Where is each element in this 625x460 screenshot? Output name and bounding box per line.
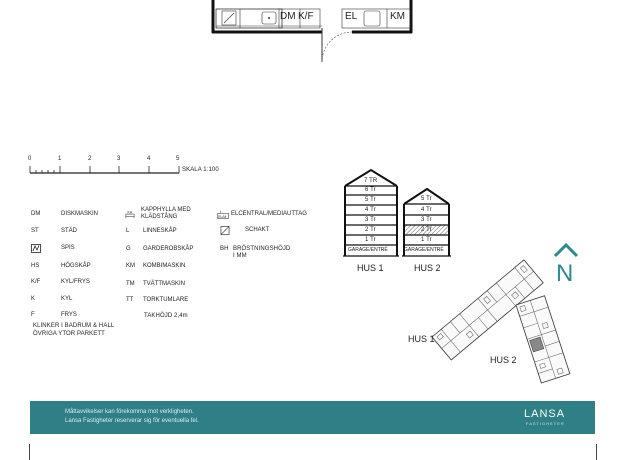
legend-text: HÖGSKÅP <box>61 263 91 269</box>
plan-label-km: KM <box>390 11 405 22</box>
site-hus2-label: HUS 2 <box>490 355 517 365</box>
hus2-floor: 4 Tr <box>421 207 432 213</box>
scale-label: SKALA 1:100 <box>182 167 219 173</box>
legend-row-f <box>31 310 77 320</box>
legend-abbr: TM <box>126 281 135 287</box>
plan-label-kf: K/F <box>298 11 314 22</box>
hus2-floor: 5 Tr <box>421 196 432 202</box>
hus1-floor: 3 Tr <box>365 217 376 223</box>
floor-material-2: ÖVRIGA YTOR PARKETT <box>33 331 105 337</box>
hus1-floor: 7 TR <box>364 178 378 184</box>
legend-text: KOMBIMASKIN <box>143 263 186 269</box>
legend-abbr: L <box>126 228 130 234</box>
hus2-floor: 1 Tr <box>421 237 432 243</box>
legend-row-hs <box>31 261 91 271</box>
legend-row-kh <box>124 209 211 219</box>
scale-tick-5: 5 <box>176 156 180 162</box>
legend-text: KYL/FRYS <box>61 279 90 285</box>
legend-text: ELCENTRAL/MEDIAUTTAG <box>231 211 307 217</box>
scale-tick-4: 4 <box>147 156 151 162</box>
legend-text: SPIS <box>61 245 75 251</box>
spis-icon <box>31 244 43 253</box>
scale-tick-3: 3 <box>117 156 121 162</box>
scale-tick-0: 0 <box>28 156 32 162</box>
legend-text: GARDEROBSKÅP <box>143 246 194 252</box>
legend-text: DISKMASKIN <box>61 211 99 217</box>
brand-subtitle: FASTIGHETER <box>526 421 565 426</box>
legend-row-g <box>126 244 193 254</box>
legend-abbr: K <box>31 296 36 302</box>
kapphylla-icon-text: KH <box>127 209 133 214</box>
plan-label-el: EL <box>345 11 358 22</box>
legend-text: TORKTUMLARE <box>143 297 189 303</box>
site-hus1-label: HUS 1 <box>408 334 435 344</box>
disclaimer-line-2: Lansa Fastigheter reserverar sig för eventuella fel. <box>65 418 199 424</box>
hus1-floor: 6 Tr <box>365 187 376 193</box>
legend-abbr: HS <box>31 263 40 269</box>
legend-row-st <box>31 226 77 236</box>
legend-abbr: DM <box>31 211 41 217</box>
legend-row-kf <box>31 277 90 287</box>
legend-abbr: KM <box>126 263 135 269</box>
legend-text: STÄD <box>61 228 78 234</box>
legend-abbr: ST <box>31 228 39 234</box>
elcentral-icon <box>217 210 229 219</box>
legend-abbr-bh: BH <box>220 246 229 252</box>
plan-label-dm: DM <box>280 11 296 22</box>
hus2-floor: 3 Tr <box>421 217 432 223</box>
legend-row-km <box>126 261 185 271</box>
hus1-label: HUS 1 <box>357 263 384 273</box>
north-label: N <box>556 260 574 287</box>
hus1-floor: 2 Tr <box>365 227 376 233</box>
legend-text: LINNESKÅP <box>143 228 177 234</box>
scale-tick-2: 2 <box>88 156 92 162</box>
schakt-icon <box>219 226 231 235</box>
legend-text: KAPPHYLLA MED KLÄDSTÅNG <box>141 207 191 220</box>
legend-row-schakt <box>219 225 269 235</box>
legend-row-spis <box>31 243 75 253</box>
legend-row-el <box>217 209 307 219</box>
site-plan <box>420 255 590 390</box>
hus2-floor-highlighted: 2 Tr <box>421 227 432 233</box>
frame-tick-right <box>596 444 597 460</box>
disclaimer-line-1: Måttavvikelser kan förekomma mot verkligheten. <box>65 409 194 415</box>
floor-material-1: KLINKER I BADRUM & HALL <box>33 323 115 329</box>
scale-tick-1: 1 <box>58 156 62 162</box>
legend-abbr: F <box>31 312 35 318</box>
kapphylla-icon <box>124 210 136 219</box>
legend-row-tm <box>126 279 185 289</box>
takhojd: TAKHÖJD 2,4m <box>144 313 188 319</box>
legend-row-l <box>126 226 177 236</box>
hus1-floor: 1 Tr <box>365 237 376 243</box>
frame-tick-left <box>29 444 30 460</box>
hus1-floor: 5 Tr <box>365 197 376 203</box>
legend-text: TVÄTTMASKIN <box>143 281 186 287</box>
legend-abbr: K/F <box>31 279 41 285</box>
elcentral-icon-text: EL/M <box>218 214 227 219</box>
legend-text: SCHAKT <box>245 227 270 233</box>
legend-abbr: G <box>126 246 131 252</box>
footer-banner <box>30 401 595 434</box>
scale-bar <box>25 162 185 176</box>
brand-logo: LANSA <box>524 408 566 420</box>
legend-text-bh: BRÖSTNINGSHÖJD I MM <box>233 246 291 259</box>
legend-row-tt <box>126 295 188 305</box>
hus2-floor: GARAGE/ENTRÉ <box>404 247 444 253</box>
legend-row-dm <box>31 209 98 219</box>
hus1-floor: 4 Tr <box>365 207 376 213</box>
legend-text: FRYS <box>61 312 77 318</box>
legend-abbr: TT <box>126 297 134 303</box>
legend-row-k <box>31 294 72 304</box>
hus2-label: HUS 2 <box>414 263 441 273</box>
hus1-floor: GARAGE/ENTRÉ <box>348 247 388 253</box>
legend-text: KYL <box>61 296 73 302</box>
